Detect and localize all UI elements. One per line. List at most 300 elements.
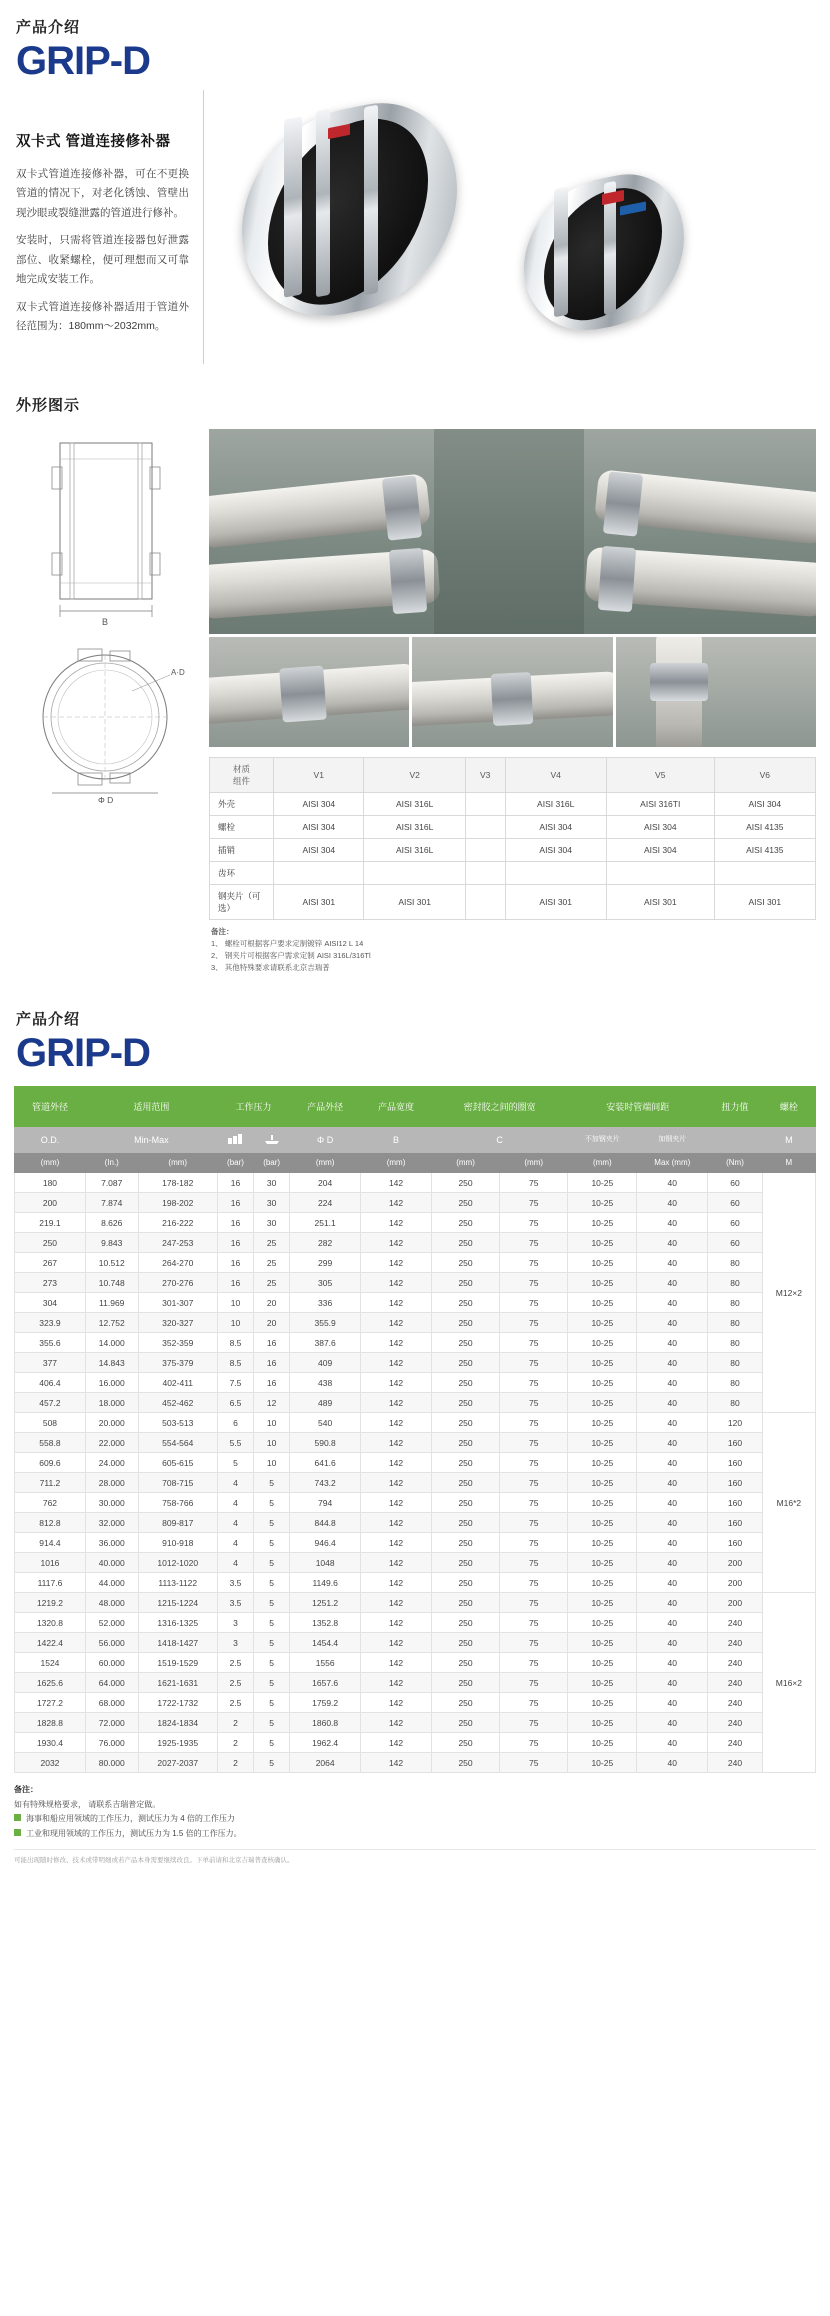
spec-cell: 60.000 bbox=[85, 1653, 138, 1673]
material-cell bbox=[465, 885, 505, 920]
drawing-front-view bbox=[14, 645, 199, 805]
spec-cell: 250 bbox=[431, 1173, 499, 1193]
spec-cell: 198-202 bbox=[138, 1193, 217, 1213]
material-cell bbox=[465, 793, 505, 816]
footer-note-3-text: 工业和现用领域的工作压力，测试压力为 1.5 倍的工作压力。 bbox=[26, 1828, 242, 1838]
spec-cell: 10-25 bbox=[568, 1693, 637, 1713]
spec-cell: 250 bbox=[431, 1633, 499, 1653]
spec-cell: 10-25 bbox=[568, 1533, 637, 1553]
spec-cell: 240 bbox=[708, 1613, 763, 1633]
spec-cell: 142 bbox=[361, 1273, 432, 1293]
spec-cell: 75 bbox=[500, 1673, 568, 1693]
table-row bbox=[15, 1713, 816, 1733]
spec-cell: 75 bbox=[500, 1693, 568, 1713]
spec-cell: 75 bbox=[500, 1493, 568, 1513]
spec-cell: 2.5 bbox=[217, 1673, 253, 1693]
spec-cell: 10-25 bbox=[568, 1333, 637, 1353]
footer-note-2-text: 海事和船应用领域的工作压力，测试压力为 4 倍的工作压力 bbox=[26, 1814, 235, 1824]
spec-cell: 250 bbox=[15, 1233, 86, 1253]
spec-cell: 7.087 bbox=[85, 1173, 138, 1193]
spec-cell: 2 bbox=[217, 1753, 253, 1773]
spec-cell: 10.748 bbox=[85, 1273, 138, 1293]
spec-cell: 142 bbox=[361, 1393, 432, 1413]
spec-cell: 219.1 bbox=[15, 1213, 86, 1233]
spec-cell: 264-270 bbox=[138, 1253, 217, 1273]
spec-cell: 10-25 bbox=[568, 1273, 637, 1293]
spec-cell: 142 bbox=[361, 1733, 432, 1753]
section-product-intro bbox=[14, 16, 816, 364]
spec-cell: 2064 bbox=[290, 1753, 361, 1773]
section2-label: 外形图示 bbox=[16, 397, 81, 415]
spec-cell: 5 bbox=[254, 1473, 290, 1493]
spec-cell: 30 bbox=[254, 1173, 290, 1193]
table-row bbox=[15, 1253, 816, 1273]
spec-cell: 40 bbox=[637, 1613, 708, 1633]
clamp-band bbox=[364, 105, 378, 296]
material-cell: AISI 304 bbox=[274, 839, 364, 862]
spec-cell: 142 bbox=[361, 1613, 432, 1633]
spec-cell: 10-25 bbox=[568, 1193, 637, 1213]
spec-cell: 5 bbox=[254, 1493, 290, 1513]
spec-cell: 142 bbox=[361, 1473, 432, 1493]
spec-cell: 142 bbox=[361, 1673, 432, 1693]
spec-cell: 844.8 bbox=[290, 1513, 361, 1533]
pipe-clamp bbox=[389, 548, 427, 614]
spec-cell: 75 bbox=[500, 1533, 568, 1553]
spec-cell: 250 bbox=[431, 1293, 499, 1313]
spec-cell: 16 bbox=[254, 1353, 290, 1373]
spec-sub-icon-2 bbox=[254, 1127, 290, 1153]
spec-cell: 224 bbox=[290, 1193, 361, 1213]
table-row bbox=[15, 1533, 816, 1553]
spec-cell: 250 bbox=[431, 1373, 499, 1393]
table-row bbox=[15, 1553, 816, 1573]
spec-cell: 1352.8 bbox=[290, 1613, 361, 1633]
spec-cell: 2.5 bbox=[217, 1653, 253, 1673]
material-cell: AISI 301 bbox=[606, 885, 714, 920]
spec-header-groups bbox=[15, 1087, 816, 1127]
spec-cell: 142 bbox=[361, 1293, 432, 1313]
spec-cell: 40 bbox=[637, 1433, 708, 1453]
intro-paragraph-2: 安装时，只需将管道连接器包好泄露部位、收紧螺栓，便可理想而又可靠地完成安装工作。 bbox=[16, 234, 189, 286]
spec-cell: 10-25 bbox=[568, 1313, 637, 1333]
spec-cell: 10-25 bbox=[568, 1513, 637, 1533]
spec-cell: 5 bbox=[254, 1713, 290, 1733]
spec-cell: 142 bbox=[361, 1233, 432, 1253]
table-row bbox=[15, 1393, 816, 1413]
spec-cell: 5 bbox=[254, 1593, 290, 1613]
spec-cell: 1930.4 bbox=[15, 1733, 86, 1753]
spec-cell: 1422.4 bbox=[15, 1633, 86, 1653]
spec-sub-c: C bbox=[431, 1127, 567, 1153]
material-cell: AISI 301 bbox=[364, 885, 465, 920]
spec-cell: 240 bbox=[708, 1693, 763, 1713]
spec-cell: 11.969 bbox=[85, 1293, 138, 1313]
table-row bbox=[15, 1633, 816, 1653]
spec-cell: 40 bbox=[637, 1593, 708, 1613]
spec-cell: 80 bbox=[708, 1353, 763, 1373]
spec-cell: 40 bbox=[637, 1413, 708, 1433]
spec-cell: 4 bbox=[217, 1553, 253, 1573]
spec-cell: 1524 bbox=[15, 1653, 86, 1673]
material-col-v3: V3 bbox=[465, 758, 505, 793]
spec-cell: 75 bbox=[500, 1413, 568, 1433]
table-row bbox=[15, 1673, 816, 1693]
spec-cell: 10-25 bbox=[568, 1553, 637, 1573]
spec-cell: 10-25 bbox=[568, 1173, 637, 1193]
spec-cell: 160 bbox=[708, 1473, 763, 1493]
table-row bbox=[210, 862, 816, 885]
material-note-2: 2、 钢夹片可根据客户需求定制 AISI 316L/316Tl bbox=[211, 951, 371, 961]
spec-group-pressure: 工作压力 bbox=[217, 1087, 289, 1127]
spec-cell: 142 bbox=[361, 1193, 432, 1213]
spec-cell: 10-25 bbox=[568, 1573, 637, 1593]
spec-cell: 4 bbox=[217, 1533, 253, 1553]
material-corner-bottom: 组件 bbox=[232, 776, 250, 787]
spec-cell: 377 bbox=[15, 1353, 86, 1373]
spec-cell: 75 bbox=[500, 1593, 568, 1613]
spec-cell: 75 bbox=[500, 1573, 568, 1593]
spec-unit-12: M bbox=[762, 1153, 815, 1173]
spec-unit-0: (mm) bbox=[15, 1153, 86, 1173]
material-cell: AISI 301 bbox=[505, 885, 606, 920]
spec-cell: 200 bbox=[708, 1593, 763, 1613]
spec-cell: 10-25 bbox=[568, 1593, 637, 1613]
spec-cell: 406.4 bbox=[15, 1373, 86, 1393]
footer-notes bbox=[14, 1783, 816, 1866]
spec-cell: 40 bbox=[637, 1473, 708, 1493]
spec-cell: 1316-1325 bbox=[138, 1613, 217, 1633]
spec-cell: 10-25 bbox=[568, 1253, 637, 1273]
spec-cell: 40 bbox=[637, 1313, 708, 1333]
spec-cell: 250 bbox=[431, 1553, 499, 1573]
spec-cell: 120 bbox=[708, 1413, 763, 1433]
svg-text:A·D: A·D bbox=[171, 668, 185, 678]
spec-cell: 503-513 bbox=[138, 1413, 217, 1433]
spec-cell: 40 bbox=[637, 1713, 708, 1733]
spec-cell: 250 bbox=[431, 1393, 499, 1413]
material-row-name: 插销 bbox=[210, 839, 274, 862]
intro-paragraph-3: 双卡式管道连接修补器适用于管道外径范围为：180mm～2032mm。 bbox=[16, 300, 189, 332]
spec-cell: 5 bbox=[254, 1553, 290, 1573]
spec-cell: 250 bbox=[431, 1573, 499, 1593]
spec-group-torque: 扭力值 bbox=[708, 1087, 763, 1127]
table-row bbox=[15, 1693, 816, 1713]
spec-cell: 1418-1427 bbox=[138, 1633, 217, 1653]
spec-bolt-cell: M16×2 bbox=[762, 1593, 815, 1773]
material-col-v4: V4 bbox=[505, 758, 606, 793]
spec-cell: 1519-1529 bbox=[138, 1653, 217, 1673]
spec-cell: 25 bbox=[254, 1253, 290, 1273]
table-row bbox=[15, 1193, 816, 1213]
spec-cell: 142 bbox=[361, 1513, 432, 1533]
spec-cell: 14.000 bbox=[85, 1333, 138, 1353]
spec-cell: 1722-1732 bbox=[138, 1693, 217, 1713]
spec-cell: 457.2 bbox=[15, 1393, 86, 1413]
spec-cell: 22.000 bbox=[85, 1433, 138, 1453]
spec-cell: 590.8 bbox=[290, 1433, 361, 1453]
spec-cell: 40 bbox=[637, 1553, 708, 1573]
spec-cell: 80 bbox=[708, 1373, 763, 1393]
spec-cell: 40 bbox=[637, 1193, 708, 1213]
material-cell: AISI 304 bbox=[274, 793, 364, 816]
spec-cell: 142 bbox=[361, 1713, 432, 1733]
spec-cell: 30 bbox=[254, 1213, 290, 1233]
spec-cell: 142 bbox=[361, 1433, 432, 1453]
spec-cell: 301-307 bbox=[138, 1293, 217, 1313]
spec-group-od: 管道外径 bbox=[15, 1087, 86, 1127]
spec-cell: 10 bbox=[254, 1453, 290, 1473]
spec-cell: 7.874 bbox=[85, 1193, 138, 1213]
spec-cell: 60 bbox=[708, 1233, 763, 1253]
spec-cell: 10-25 bbox=[568, 1393, 637, 1413]
bullet-square-icon bbox=[14, 1814, 21, 1821]
material-notes-title: 备注： bbox=[211, 927, 234, 937]
spec-cell: 387.6 bbox=[290, 1333, 361, 1353]
spec-cell: 178-182 bbox=[138, 1173, 217, 1193]
spec-cell: 1556 bbox=[290, 1653, 361, 1673]
spec-cell: 160 bbox=[708, 1533, 763, 1553]
material-cell: AISI 304 bbox=[606, 839, 714, 862]
spec-cell: 20 bbox=[254, 1293, 290, 1313]
spec-cell: 323.9 bbox=[15, 1313, 86, 1333]
spec-cell: 40 bbox=[637, 1293, 708, 1313]
material-table bbox=[209, 757, 816, 920]
spec-unit-7: (mm) bbox=[431, 1153, 499, 1173]
spec-cell: 250 bbox=[431, 1273, 499, 1293]
spec-cell: 1215-1224 bbox=[138, 1593, 217, 1613]
spec-cell: 142 bbox=[361, 1373, 432, 1393]
spec-cell: 1925-1935 bbox=[138, 1733, 217, 1753]
spec-cell: 1320.8 bbox=[15, 1613, 86, 1633]
spec-cell: 4 bbox=[217, 1493, 253, 1513]
product-photo-area bbox=[204, 90, 816, 364]
spec-cell: 40.000 bbox=[85, 1553, 138, 1573]
spec-cell: 28.000 bbox=[85, 1473, 138, 1493]
spec-cell: 250 bbox=[431, 1353, 499, 1373]
svg-text:B: B bbox=[102, 617, 109, 628]
spec-cell: 282 bbox=[290, 1233, 361, 1253]
spec-cell: 3.5 bbox=[217, 1593, 253, 1613]
table-row bbox=[15, 1453, 816, 1473]
spec-cell: 142 bbox=[361, 1353, 432, 1373]
spec-cell: 40 bbox=[637, 1533, 708, 1553]
spec-cell: 250 bbox=[431, 1593, 499, 1613]
table-row bbox=[210, 839, 816, 862]
spec-cell: 16 bbox=[254, 1333, 290, 1353]
pipe-clamp bbox=[603, 472, 643, 537]
spec-cell: 1454.4 bbox=[290, 1633, 361, 1653]
section1-brand: GRIP-D bbox=[16, 39, 150, 83]
svg-text:Φ D: Φ D bbox=[98, 795, 114, 806]
spec-cell: 320-327 bbox=[138, 1313, 217, 1333]
spec-cell: 10-25 bbox=[568, 1473, 637, 1493]
spec-cell: 142 bbox=[361, 1453, 432, 1473]
material-cell: AISI 301 bbox=[274, 885, 364, 920]
spec-cell: 1625.6 bbox=[15, 1673, 86, 1693]
spec-cell: 250 bbox=[431, 1313, 499, 1333]
front-view-svg bbox=[14, 645, 196, 805]
spec-cell: 18.000 bbox=[85, 1393, 138, 1413]
spec-cell: 250 bbox=[431, 1433, 499, 1453]
spec-cell: 10 bbox=[217, 1293, 253, 1313]
table-row bbox=[15, 1213, 816, 1233]
spec-cell: 142 bbox=[361, 1753, 432, 1773]
material-cell: AISI 304 bbox=[505, 839, 606, 862]
spec-cell: 14.843 bbox=[85, 1353, 138, 1373]
spec-cell: 250 bbox=[431, 1413, 499, 1433]
spec-cell: 76.000 bbox=[85, 1733, 138, 1753]
spec-cell: 160 bbox=[708, 1433, 763, 1453]
spec-cell: 142 bbox=[361, 1593, 432, 1613]
spec-sub-with-clip: 加钢夹片 bbox=[637, 1127, 708, 1153]
spec-cell: 605-615 bbox=[138, 1453, 217, 1473]
spec-cell: 10-25 bbox=[568, 1213, 637, 1233]
spec-cell: 240 bbox=[708, 1653, 763, 1673]
spec-cell: 80 bbox=[708, 1393, 763, 1413]
spec-cell: 60 bbox=[708, 1193, 763, 1213]
spec-cell: 250 bbox=[431, 1673, 499, 1693]
intro-title: 双卡式 管道连接修补器 bbox=[16, 134, 171, 150]
pipe-clamp bbox=[382, 476, 422, 541]
spec-cell: 438 bbox=[290, 1373, 361, 1393]
spec-sub-no-clip: 不加钢夹片 bbox=[568, 1127, 637, 1153]
photos-and-material bbox=[209, 429, 816, 974]
table-row bbox=[15, 1353, 816, 1373]
table-row bbox=[210, 793, 816, 816]
spec-cell: 375-379 bbox=[138, 1353, 217, 1373]
spec-cell: 5 bbox=[254, 1533, 290, 1553]
spec-cell: 1117.6 bbox=[15, 1573, 86, 1593]
spec-cell: 16 bbox=[217, 1253, 253, 1273]
table-row bbox=[210, 816, 816, 839]
spec-cell: 251.1 bbox=[290, 1213, 361, 1233]
spec-cell: 352-359 bbox=[138, 1333, 217, 1353]
spec-unit-2: (mm) bbox=[138, 1153, 217, 1173]
spec-cell: 2027-2037 bbox=[138, 1753, 217, 1773]
spec-cell: 240 bbox=[708, 1733, 763, 1753]
spec-cell: 200 bbox=[708, 1573, 763, 1593]
spec-cell: 267 bbox=[15, 1253, 86, 1273]
spec-cell: 160 bbox=[708, 1493, 763, 1513]
spec-cell: 10-25 bbox=[568, 1413, 637, 1433]
specification-table-body bbox=[15, 1173, 816, 1773]
spec-cell: 273 bbox=[15, 1273, 86, 1293]
spec-cell: 48.000 bbox=[85, 1593, 138, 1613]
spec-cell: 72.000 bbox=[85, 1713, 138, 1733]
spec-cell: 142 bbox=[361, 1693, 432, 1713]
spec-cell: 240 bbox=[708, 1633, 763, 1653]
material-cell bbox=[274, 862, 364, 885]
spec-cell: 10-25 bbox=[568, 1713, 637, 1733]
installation-photo-row bbox=[209, 637, 816, 747]
spec-cell: 240 bbox=[708, 1673, 763, 1693]
spec-cell: 30.000 bbox=[85, 1493, 138, 1513]
spec-cell: 142 bbox=[361, 1213, 432, 1233]
pipe-clamp bbox=[491, 672, 534, 726]
material-row-name: 螺栓 bbox=[210, 816, 274, 839]
installation-photo-3 bbox=[616, 637, 816, 747]
material-row-name: 钢夹片（可选） bbox=[210, 885, 274, 920]
spec-cell: 250 bbox=[431, 1533, 499, 1553]
material-cell: AISI 316L bbox=[364, 839, 465, 862]
spec-cell: 10-25 bbox=[568, 1613, 637, 1633]
table-row bbox=[15, 1273, 816, 1293]
spec-cell: 809-817 bbox=[138, 1513, 217, 1533]
intro-paragraph-1: 双卡式管道连接修补器，可在不更换管道的情况下，对老化锈蚀、管壁出现沙眼或裂缝泄露的管道进行修补。 bbox=[16, 168, 189, 219]
spec-cell: 355.9 bbox=[290, 1313, 361, 1333]
material-cell bbox=[505, 862, 606, 885]
spec-sub-icon-1 bbox=[217, 1127, 253, 1153]
spec-cell: 5 bbox=[254, 1633, 290, 1653]
specification-table bbox=[14, 1086, 816, 1773]
spec-cell: 10-25 bbox=[568, 1733, 637, 1753]
spec-cell: 10 bbox=[217, 1313, 253, 1333]
footer-note-3 bbox=[14, 1827, 816, 1841]
section1-label: 产品介绍 bbox=[16, 19, 81, 36]
clamp-band bbox=[284, 116, 302, 297]
section3-brand: GRIP-D bbox=[16, 1031, 150, 1076]
spec-sub-bolt: M bbox=[762, 1127, 815, 1153]
spec-cell: 2 bbox=[217, 1713, 253, 1733]
spec-unit-8: (mm) bbox=[500, 1153, 568, 1173]
spec-cell: 10-25 bbox=[568, 1233, 637, 1253]
spec-cell: 250 bbox=[431, 1753, 499, 1773]
spec-cell: 80 bbox=[708, 1313, 763, 1333]
spec-cell: 40 bbox=[637, 1213, 708, 1233]
spec-cell: 1219.2 bbox=[15, 1593, 86, 1613]
spec-cell: 40 bbox=[637, 1493, 708, 1513]
spec-cell: 508 bbox=[15, 1413, 86, 1433]
spec-cell: 75 bbox=[500, 1373, 568, 1393]
table-row bbox=[15, 1493, 816, 1513]
spec-cell: 304 bbox=[15, 1293, 86, 1313]
spec-unit-1: (In.) bbox=[85, 1153, 138, 1173]
material-col-v2: V2 bbox=[364, 758, 465, 793]
technical-drawings bbox=[14, 429, 199, 974]
material-cell: AISI 304 bbox=[505, 816, 606, 839]
table-row bbox=[15, 1173, 816, 1193]
spec-cell: 40 bbox=[637, 1233, 708, 1253]
spec-sub-torque bbox=[708, 1127, 763, 1153]
spec-cell: 250 bbox=[431, 1473, 499, 1493]
spec-cell: 10-25 bbox=[568, 1493, 637, 1513]
spec-cell: 75 bbox=[500, 1433, 568, 1453]
spec-cell: 56.000 bbox=[85, 1633, 138, 1653]
spec-cell: 10-25 bbox=[568, 1633, 637, 1653]
spec-cell: 1149.6 bbox=[290, 1573, 361, 1593]
footer-disclaimer: 可能出现随时修改、技术或带明细或若产品本身需要继续改良。下单前请和北京吉瑞普查核确认。 bbox=[14, 1849, 816, 1866]
material-cell bbox=[364, 862, 465, 885]
spec-cell: 5 bbox=[254, 1693, 290, 1713]
spec-cell: 75 bbox=[500, 1273, 568, 1293]
material-cell bbox=[465, 816, 505, 839]
spec-cell: 32.000 bbox=[85, 1513, 138, 1533]
section-drawings bbox=[14, 394, 816, 974]
spec-cell: 16 bbox=[217, 1273, 253, 1293]
spec-cell: 250 bbox=[431, 1333, 499, 1353]
spec-cell: 3.5 bbox=[217, 1573, 253, 1593]
material-row-name: 外壳 bbox=[210, 793, 274, 816]
spec-cell: 305 bbox=[290, 1273, 361, 1293]
spec-cell: 1012-1020 bbox=[138, 1553, 217, 1573]
spec-cell: 75 bbox=[500, 1253, 568, 1273]
spec-cell: 75 bbox=[500, 1453, 568, 1473]
material-cell bbox=[465, 862, 505, 885]
intro-text-column bbox=[14, 90, 204, 364]
pipe-clamp bbox=[279, 666, 327, 723]
spec-cell: 142 bbox=[361, 1413, 432, 1433]
